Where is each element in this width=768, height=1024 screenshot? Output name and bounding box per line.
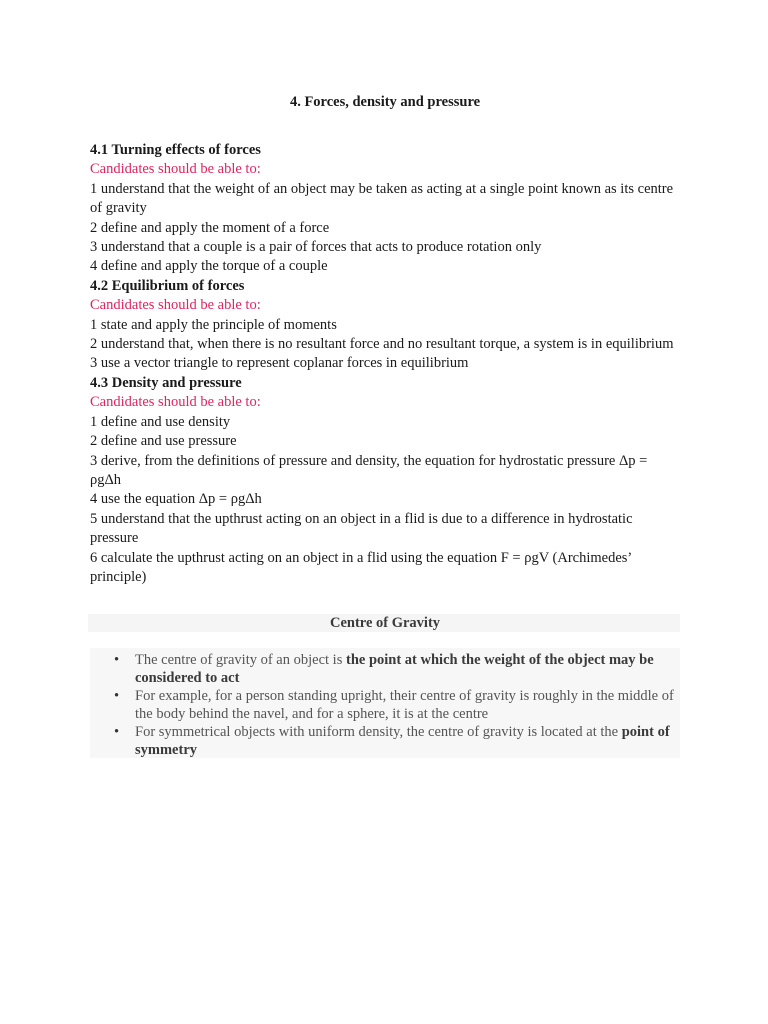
bullet-bold-text: the point at which the weight of the object may be considered to act bbox=[135, 652, 654, 686]
section-turning-effects bbox=[90, 141, 680, 277]
objective-item: 6 calculate the upthrust acting on an object in a flid using the equation F = ρgV (Archimedes’ principle) bbox=[90, 549, 632, 585]
section-heading: 4.2 Equilibrium of forces bbox=[90, 277, 245, 294]
bullet-dot-icon: • bbox=[114, 688, 120, 704]
centre-of-gravity-heading: Centre of Gravity bbox=[329, 615, 441, 631]
section-equilibrium bbox=[90, 277, 680, 374]
bullet-text: For symmetrical objects with uniform density, the centre of gravity is located at the bbox=[135, 724, 622, 740]
objective-item: 1 define and use density bbox=[90, 413, 231, 430]
objective-item: 4 define and apply the torque of a couple bbox=[90, 258, 328, 275]
bullet-dot-icon: • bbox=[114, 724, 120, 740]
candidates-intro: Candidates should be able to: bbox=[90, 394, 261, 411]
objective-item: 2 define and use pressure bbox=[90, 433, 237, 450]
candidates-intro: Candidates should be able to: bbox=[90, 297, 261, 314]
objective-item: 3 use a vector triangle to represent coplanar forces in equilibrium bbox=[90, 355, 469, 372]
section-heading: 4.1 Turning effects of forces bbox=[90, 142, 261, 158]
objective-item: 2 understand that, when there is no resultant force and no resultant torque, a system is in equilibrium bbox=[90, 336, 674, 353]
objective-item: 4 use the equation Δp = ρgΔh bbox=[90, 491, 262, 508]
syllabus-body bbox=[90, 141, 680, 587]
candidates-intro: Candidates should be able to: bbox=[90, 161, 261, 178]
bullet-item bbox=[90, 651, 680, 687]
bullet-item bbox=[90, 723, 680, 759]
document-title: 4. Forces, density and pressure bbox=[289, 94, 481, 110]
section-density-pressure bbox=[90, 374, 680, 587]
objective-item: 3 derive, from the definitions of pressure and density, the equation for hydrostatic pressure Δp = ρgΔh bbox=[90, 452, 648, 488]
objective-item: 5 understand that the upthrust acting on an object in a flid is due to a difference in hydrostatic pressure bbox=[90, 510, 633, 547]
objective-item: 2 define and apply the moment of a force bbox=[90, 219, 330, 236]
bullet-dot-icon: • bbox=[114, 652, 120, 668]
objective-item: 1 understand that the weight of an object may be taken as acting at a single point known as its centre of gravity bbox=[90, 180, 674, 217]
objective-item: 1 state and apply the principle of moments bbox=[90, 316, 337, 333]
bullet-bold-text: point of symmetry bbox=[135, 724, 670, 758]
objective-item: 3 understand that a couple is a pair of forces that acts to produce rotation only bbox=[90, 239, 542, 256]
section-heading: 4.3 Density and pressure bbox=[90, 374, 242, 391]
bullet-text: For example, for a person standing upright, their centre of gravity is roughly in the middle of the body behind the navel, and for a sphere, it is at the centre bbox=[135, 688, 674, 722]
bullet-text: The centre of gravity of an object is bbox=[135, 652, 346, 668]
centre-of-gravity-bullets bbox=[90, 651, 680, 759]
bullet-item bbox=[90, 687, 680, 723]
